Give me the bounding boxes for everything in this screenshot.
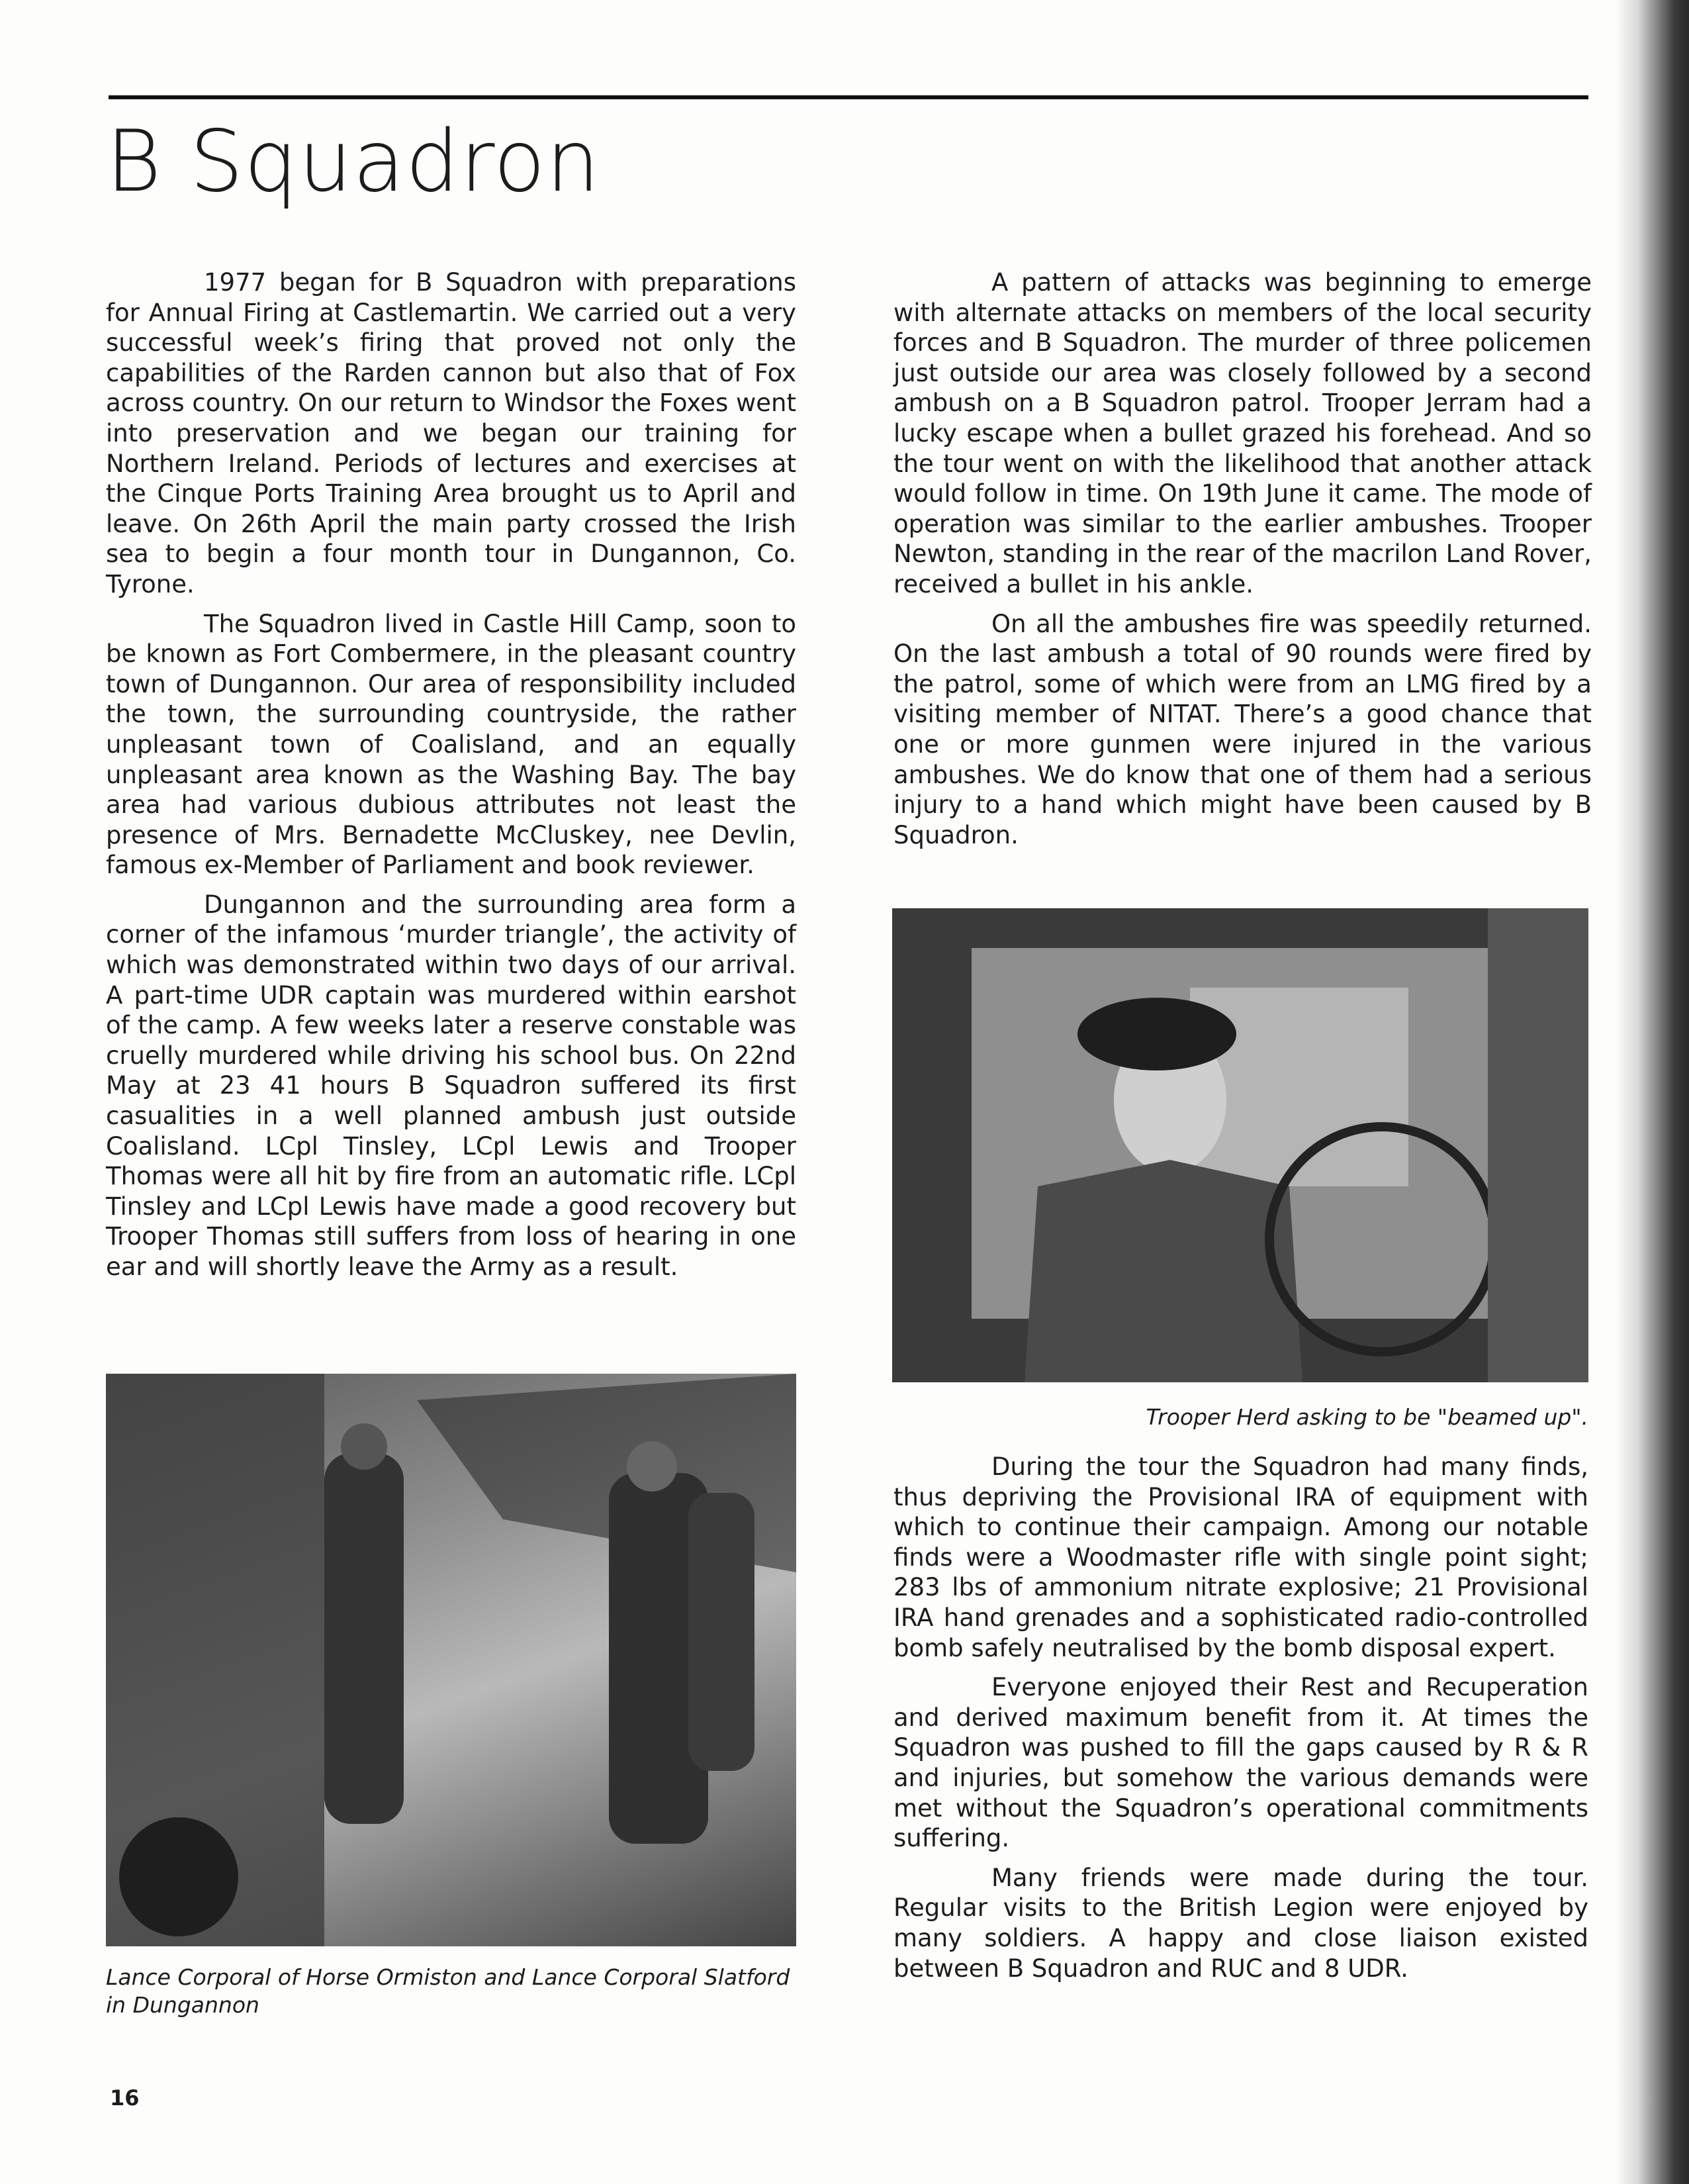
paragraph: Many friends were made during the tour. Regular visits to the British Legion were enjoyed by many soldiers. A happy and close liaison existed between B Squadron and RUC and 8 UDR. — [893, 1863, 1588, 1983]
paragraph: 1977 began for B Squadron with preparations for Annual Firing at Castlemartin. We carried out a very successful week’s firing that proved not only the capabilities of the Rarden cannon but also that of Fox across country. On our return to Windsor the Foxes went into preservation and we began our training for Northern Ireland. Periods of lectures and exercises at the Cinque Ports Training Area brought us to April and leave. On 26th April the main party crossed the Irish sea to begin a four month tour in Dungannon, Co. Tyrone. — [106, 268, 796, 598]
page-binding-shadow — [1616, 0, 1689, 2184]
right-column-top — [893, 267, 1592, 859]
paragraph: The Squadron lived in Castle Hill Camp, soon to be known as Fort Combermere, in the pleasant country town of Dungannon. Our area of responsibility included the town, the surrounding countryside, the rather unpleasant town of Coalisland, and an equally unpleasant area known as the Washing Bay. The bay area had various dubious attributes not least the presence of Mrs. Bernadette McCluskey, nee Devlin, famous ex-Member of Parliament and book reviewer. — [106, 609, 796, 880]
paragraph: A pattern of attacks was beginning to emerge with alternate attacks on members of the local security forces and B Squadron. The murder of three policemen just outside our area was closely followed by a second ambush on a B Squadron patrol. Trooper Jerram had a lucky escape when a bullet grazed his forehead. And so the tour went on with the likelihood that another attack would follow in time. On 19th June it came. The mode of operation was similar to the earlier ambushes. Trooper Newton, standing in the rear of the macrilon Land Rover, received a bullet in his ankle. — [893, 268, 1592, 598]
paragraph: Dungannon and the surrounding area form a corner of the infamous ‘murder triangle’, the activity of which was demonstrated within two days of our arrival. A part-time UDR captain was murdered within earshot of the camp. A few weeks later a reserve constable was cruelly murdered while driving his school bus. On 22nd May at 23 41 hours B Squadron suffered its first casualities in a well planned ambush just outside Coalisland. LCpl Tinsley, LCpl Lewis and Trooper Thomas were all hit by fire from an automatic rifle. LCpl Tinsley and LCpl Lewis have made a good recovery but Trooper Thomas still suffers from loss of hearing in one ear and will shortly leave the Army as a result. — [106, 890, 796, 1281]
paragraph: During the tour the Squadron had many finds, thus depriving the Provisional IRA of equipment with which to continue their campaign. Among our notable finds were a Woodmaster rifle with single point sight; 283 lbs of ammonium nitrate explosive; 21 Provisional IRA hand grenades and a sophisticated radio-controlled bomb safely neutralised by the bomb disposal expert. — [893, 1452, 1588, 1662]
right-photo-caption: Trooper Herd asking to be "beamed up". — [1146, 1404, 1588, 1430]
paragraph: Everyone enjoyed their Rest and Recuperation and derived maximum benefit from it. At times the Squadron was pushed to fill the gaps caused by R & R and injuries, but somehow the various demands were met without the Squadron’s operational commitments suffering. — [893, 1673, 1588, 1853]
page-title: B Squadron — [106, 113, 601, 211]
header-rule — [109, 95, 1588, 99]
right-column-bottom — [893, 1452, 1588, 1993]
photo-soldiers-walking — [106, 1374, 796, 1946]
paragraph: On all the ambushes fire was speedily returned. On the last ambush a total of 90 rounds were fired by the patrol, some of which were from an LMG fired by a visiting member of NITAT. There’s a good chance that one or more gunmen were injured in the various ambushes. We do know that one of them had a serious injury to a hand which might have been caused by B Squadron. — [893, 609, 1592, 849]
left-column — [106, 267, 796, 1292]
photo-trooper-in-vehicle — [892, 908, 1588, 1382]
left-photo-caption: Lance Corporal of Horse Ormiston and Lance Corporal Slatford in Dungannon — [106, 1964, 790, 2018]
page-number: 16 — [110, 2085, 140, 2111]
